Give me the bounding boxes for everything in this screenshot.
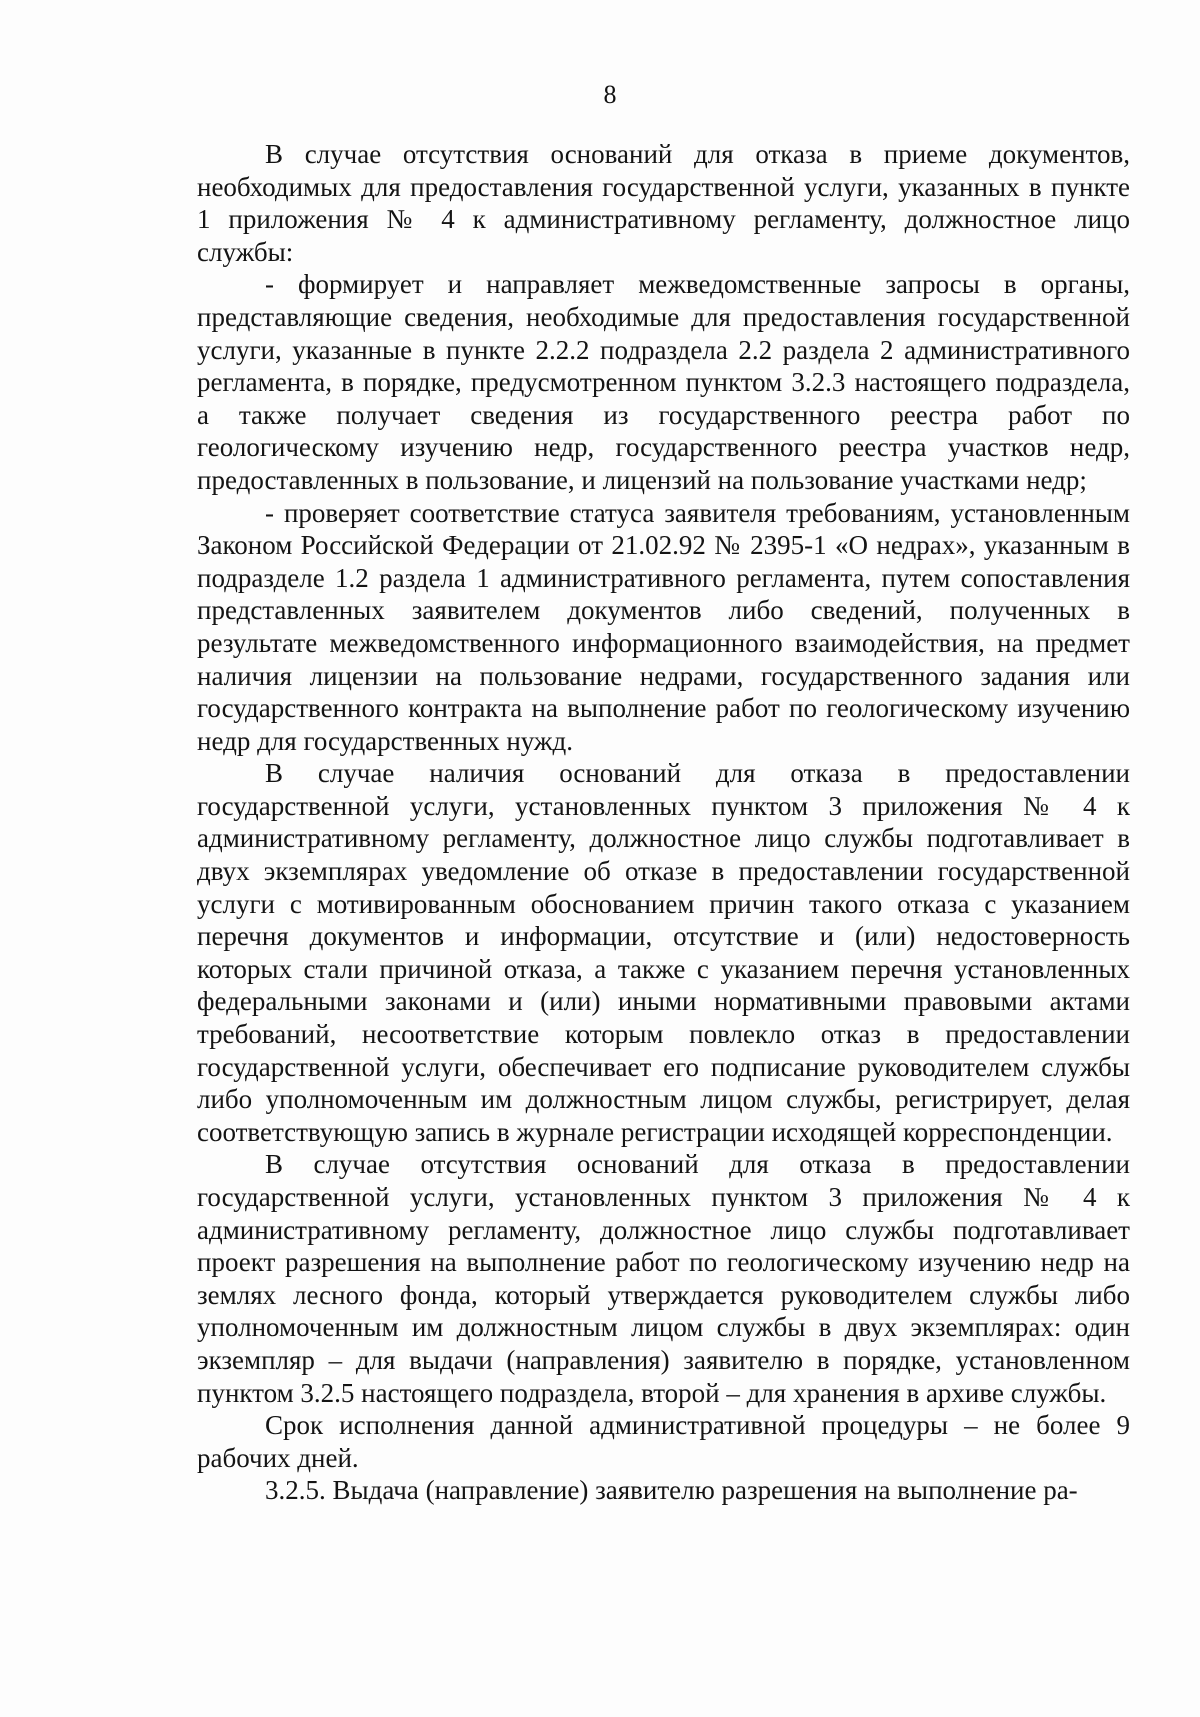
paragraph-status-check: - проверяет соответствие статуса заявителя требованиям, установленным Законом Российской Федерации от 21.02.92 № 2395-1 «О недрах», указанным в подразделе 1.2 раздела 1 административного регламента, путем сопоставления представленных заявителем документов либо сведений, полученных в результате межведомственного информационного взаимодействия, на предмет наличия лицензии на пользование недрами, государственного задания или государственного контракта на выполнение работ по геологическому изучению недр для государственных нужд.	[197, 497, 1130, 756]
paragraph-section-3-2-5: 3.2.5. Выдача (направление) заявителю разрешения на выполнение ра-	[265, 1475, 1078, 1506]
paragraph-permit-draft: В случае отсутствия оснований для отказа в предоставлении государственной услуги, установленных пунктом 3 приложения № 4 к административному регламенту, должностное лицо службы подготавливает проект разрешения на выполнение работ по геологическому изучению недр на землях лесного фонда, который утверждается руководителем службы либо уполномоченным им должностным лицом службы в двух экземплярах: один экземпляр – для выдачи (направления) заявителю в порядке, установленном пунктом 3.2.5 настоящего подраздела, второй – для хранения в архиве службы.	[197, 1149, 1130, 1408]
paragraph-interagency-requests: - формирует и направляет межведомственные запросы в органы, представляющие сведения, необходимые для предоставления государственной услуги, указанные в пункте 2.2.2 подраздела 2.2 раздела 2 административного регламента, в порядке, предусмотренном пунктом 3.2.3 настоящего подраздела, а также получает сведения из государственного реестра работ по геологическому изучению недр, государственного реестра участков недр, предоставленных в пользование, и лицензий на пользование участками недр;	[197, 269, 1130, 495]
page-number: 8	[603, 80, 617, 109]
paragraph-refusal-grounds: В случае наличия оснований для отказа в предоставлении государственной услуги, установленных пунктом 3 приложения № 4 к административному регламенту, должностное лицо службы подготавливает в двух экземплярах уведомление об отказе в предоставлении государственной услуги с мотивированным обоснованием причин такого отказа с указанием перечня документов и информации, отсутствие и (или) недостоверность которых стали причиной отказа, а также с указанием перечня установленных федеральными законами и (или) иными нормативными правовыми актами требований, несоответствие которым повлекло отказ в предоставлении государственной услуги, обеспечивает его подписание руководителем службы либо уполномоченным им должностным лицом службы, регистрирует, делая соответствующую запись в журнале регистрации исходящей корреспонденции.	[197, 758, 1130, 1147]
document-body	[197, 138, 1130, 1507]
paragraph-deadline: Срок исполнения данной административной процедуры – не более 9 рабочих дней.	[197, 1410, 1130, 1473]
paragraph-no-grounds-reception: В случае отсутствия оснований для отказа в приеме документов, необходимых для предоставления государственной услуги, указанных в пункте 1 приложения № 4 к административному регламенту, должностное лицо службы:	[197, 139, 1130, 267]
